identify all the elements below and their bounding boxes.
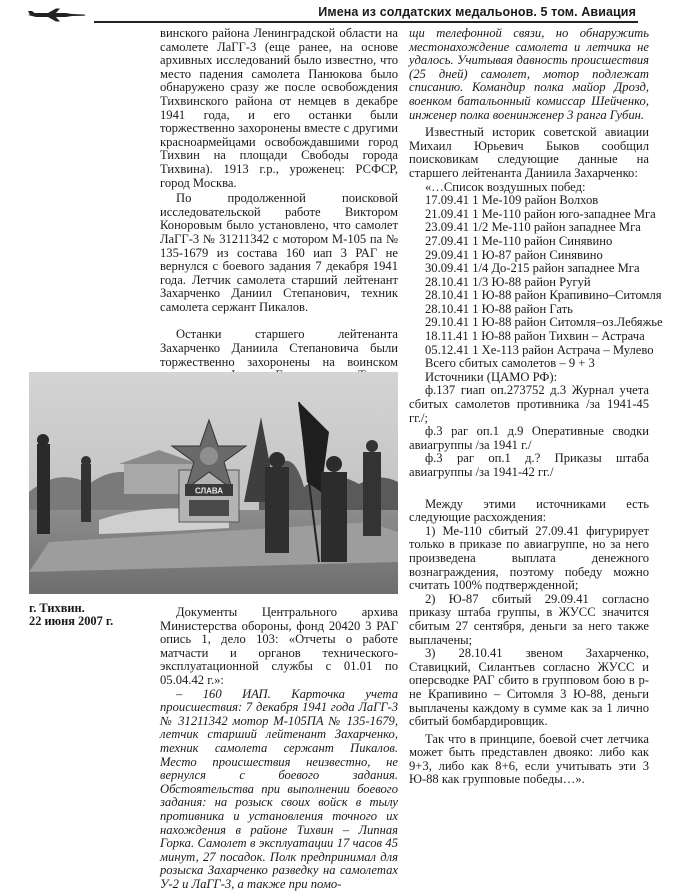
list-item: 21.09.41 1 Ме-110 район юго-западнее Мга: [425, 206, 656, 221]
list-item: 18.11.41 1 Ю-88 район Тихвин – Астрача: [425, 329, 645, 344]
paragraph: Документы Центрального архива Министерства обороны, фонд 20420 3 РАГ опись 1, дело 103: «Отчеты о работе матчасти и органов технического-эксплуатационной службы с 01.01 по 05.04.42 г.»:: [160, 605, 398, 687]
paragraph: Между этими источниками есть следующие расхождения:: [409, 496, 649, 525]
list-total: Всего сбитых самолетов – 9 + 3: [425, 356, 595, 371]
page-header: [0, 0, 680, 27]
memorial-photo: [29, 372, 398, 594]
paragraph: Так что в принципе, боевой счет летчика может быть представлен двояко: либо как 9+3, либо как 8+6, если учитывать эти 3 Ю-88 как групповые победы…».: [409, 731, 649, 787]
list-item: 05.12.41 1 Хе-113 район Астрача – Мулево: [425, 342, 654, 357]
paragraph: винского района Ленинградской области на самолете ЛаГГ-3 (еще ранее, на основе архивных исследований было известно, что место падения самолета Панюкова было обнаружено сразу же после освобождения Тихвинского района от немцев в декабре 1941 года, и его останки были торжественно захоронены вместе с другими красноармейцами освобождавшими город Тихвин на площади Свободы города Тихвина). 1913 г.р., уроженец: РСФСР, город Москва.: [160, 26, 398, 190]
paragraph-italic: щи телефонной связи, но обнаружить местонахождение самолета и летчика не удалось. Учитывая давность происшествия (25 дней) самолет, мотор подлежат списанию. Командир полка майор Дрозд, военком батальонный комиссар Шейченко, инженер полка военинженер 3 ранга Губин.: [409, 26, 649, 122]
list-item: 28.10.41 1/3 Ю-88 район Ругуй: [425, 274, 591, 289]
left-column-top: [160, 27, 398, 396]
list-item: 23.09.41 1/2 Ме-110 район западнее Мга: [425, 220, 641, 235]
right-column: [409, 26, 663, 787]
source-item: ф.3 раг оп.1 д.? Приказы штаба авиагруппы /за 1941-42 гг./: [409, 451, 649, 479]
monument-inscription: СЛАВА: [194, 486, 224, 496]
paragraph-italic: – 160 ИАП. Карточка учета происшествия: 7 декабря 1941 года ЛаГГ-3 № 31211342 мотор М-105ПА № 135-1679, летчик старший лейтенант Захарченко, техник самолета сержант Пикалов. Место происшествия неизвестно, не вернулся с боевого задания. Обстоятельства при выполнении боевого задания: на розыск своих войск в тылу противника и установления точного их нахождения в районе Тихвин – Липная Горка. Самолет в эксплуатации 17 часов 45 минут, 27 посадок. Полк предпринимал для розыска Захарченко разведку на самолетах У-2 и ЛаГГ-3, а также при помо-: [160, 686, 398, 891]
caption-line: г. Тихвин.: [29, 601, 85, 615]
list-item: 28.10.41 1 Ю-88 район Крапивино–Ситомля: [425, 288, 662, 303]
memorial-photo-image: [29, 372, 398, 594]
list-item: 29.09.41 1 Ю-87 район Синявино: [425, 247, 603, 262]
list-item: 27.09.41 1 Ме-110 район Синявино: [425, 233, 613, 248]
list-intro: «…Список воздушных побед:: [425, 179, 586, 194]
discrepancy-item: 1) Ме-110 сбитый 27.09.41 фигурирует только в приказе по авиагруппе, но за него произведена выплата денежного вознаграждения, поэтому победу можно считать 100% подтвержденной;: [409, 523, 649, 593]
list-item: 28.10.41 1 Ю-88 район Гать: [425, 301, 573, 316]
paragraph: По продолженной поисковой исследовательской работе Виктором Коноровым было установлено, что самолет ЛаГГ-3 № 31211342 с мотором М-105 па № 135-1679 из состава 160 иап 3 РАГ не вернулся с боевого задания 7 декабря 1941 года. Летчик самолета старший лейтенант Захарченко Даниил Степанович, техник самолета сержант Пикалов.: [160, 191, 398, 314]
victory-list: [409, 179, 663, 385]
header-rule: [94, 21, 638, 23]
caption-line: 22 июня 2007 г.: [29, 614, 114, 628]
left-column-bottom: [160, 606, 398, 891]
list-item: 30.09.41 1/4 До-215 район западнее Мга: [425, 261, 640, 276]
sources-title: Источники (ЦАМО РФ):: [425, 369, 558, 384]
source-item: ф.137 гиап оп.273752 д.3 Журнал учета сбитых самолетов противника /за 1941-45 гг./;: [409, 383, 649, 425]
source-item: ф.3 раг оп.1 д.9 Оперативные сводки авиагруппы /за 1941 г./: [409, 424, 649, 452]
list-item: 29.10.41 1 Ю-88 район Ситомля–оз.Лебяжье: [425, 315, 663, 330]
airplane-icon: [26, 8, 88, 22]
list-item: 17.09.41 1 Ме-109 район Волхов: [425, 193, 599, 208]
paragraph: Останки старшего лейтенанта Захарченко Даниила Степановича были торжественно захоронены на воинском: [160, 327, 398, 369]
discrepancy-item: 2) Ю-87 сбитый 29.09.41 согласно приказу штаба группы, в ЖУСС значится сбитым 27 сентября, деньги за него также выплачены;: [409, 591, 649, 647]
header-title: Имена из солдатских медальонов. 5 том. Авиация: [318, 5, 636, 19]
discrepancy-item: 3) 28.10.41 звеном Захарченко, Ставицкий, Силантьев согласно ЖУСС и оперсводке РАГ сбито в групповом бою в р-не Крапивино – Ситомля 3 Ю-88, деньги выплачены каждому в сумме как за 1 лично сбитый бомбардировщик.: [409, 646, 649, 729]
paragraph: Известный историк советской авиации Михаил Юрьевич Быков сообщил поисковикам следующие данные на старшего лейтенанта Даниила Захарченко:: [409, 125, 649, 180]
photo-caption: [29, 602, 113, 628]
